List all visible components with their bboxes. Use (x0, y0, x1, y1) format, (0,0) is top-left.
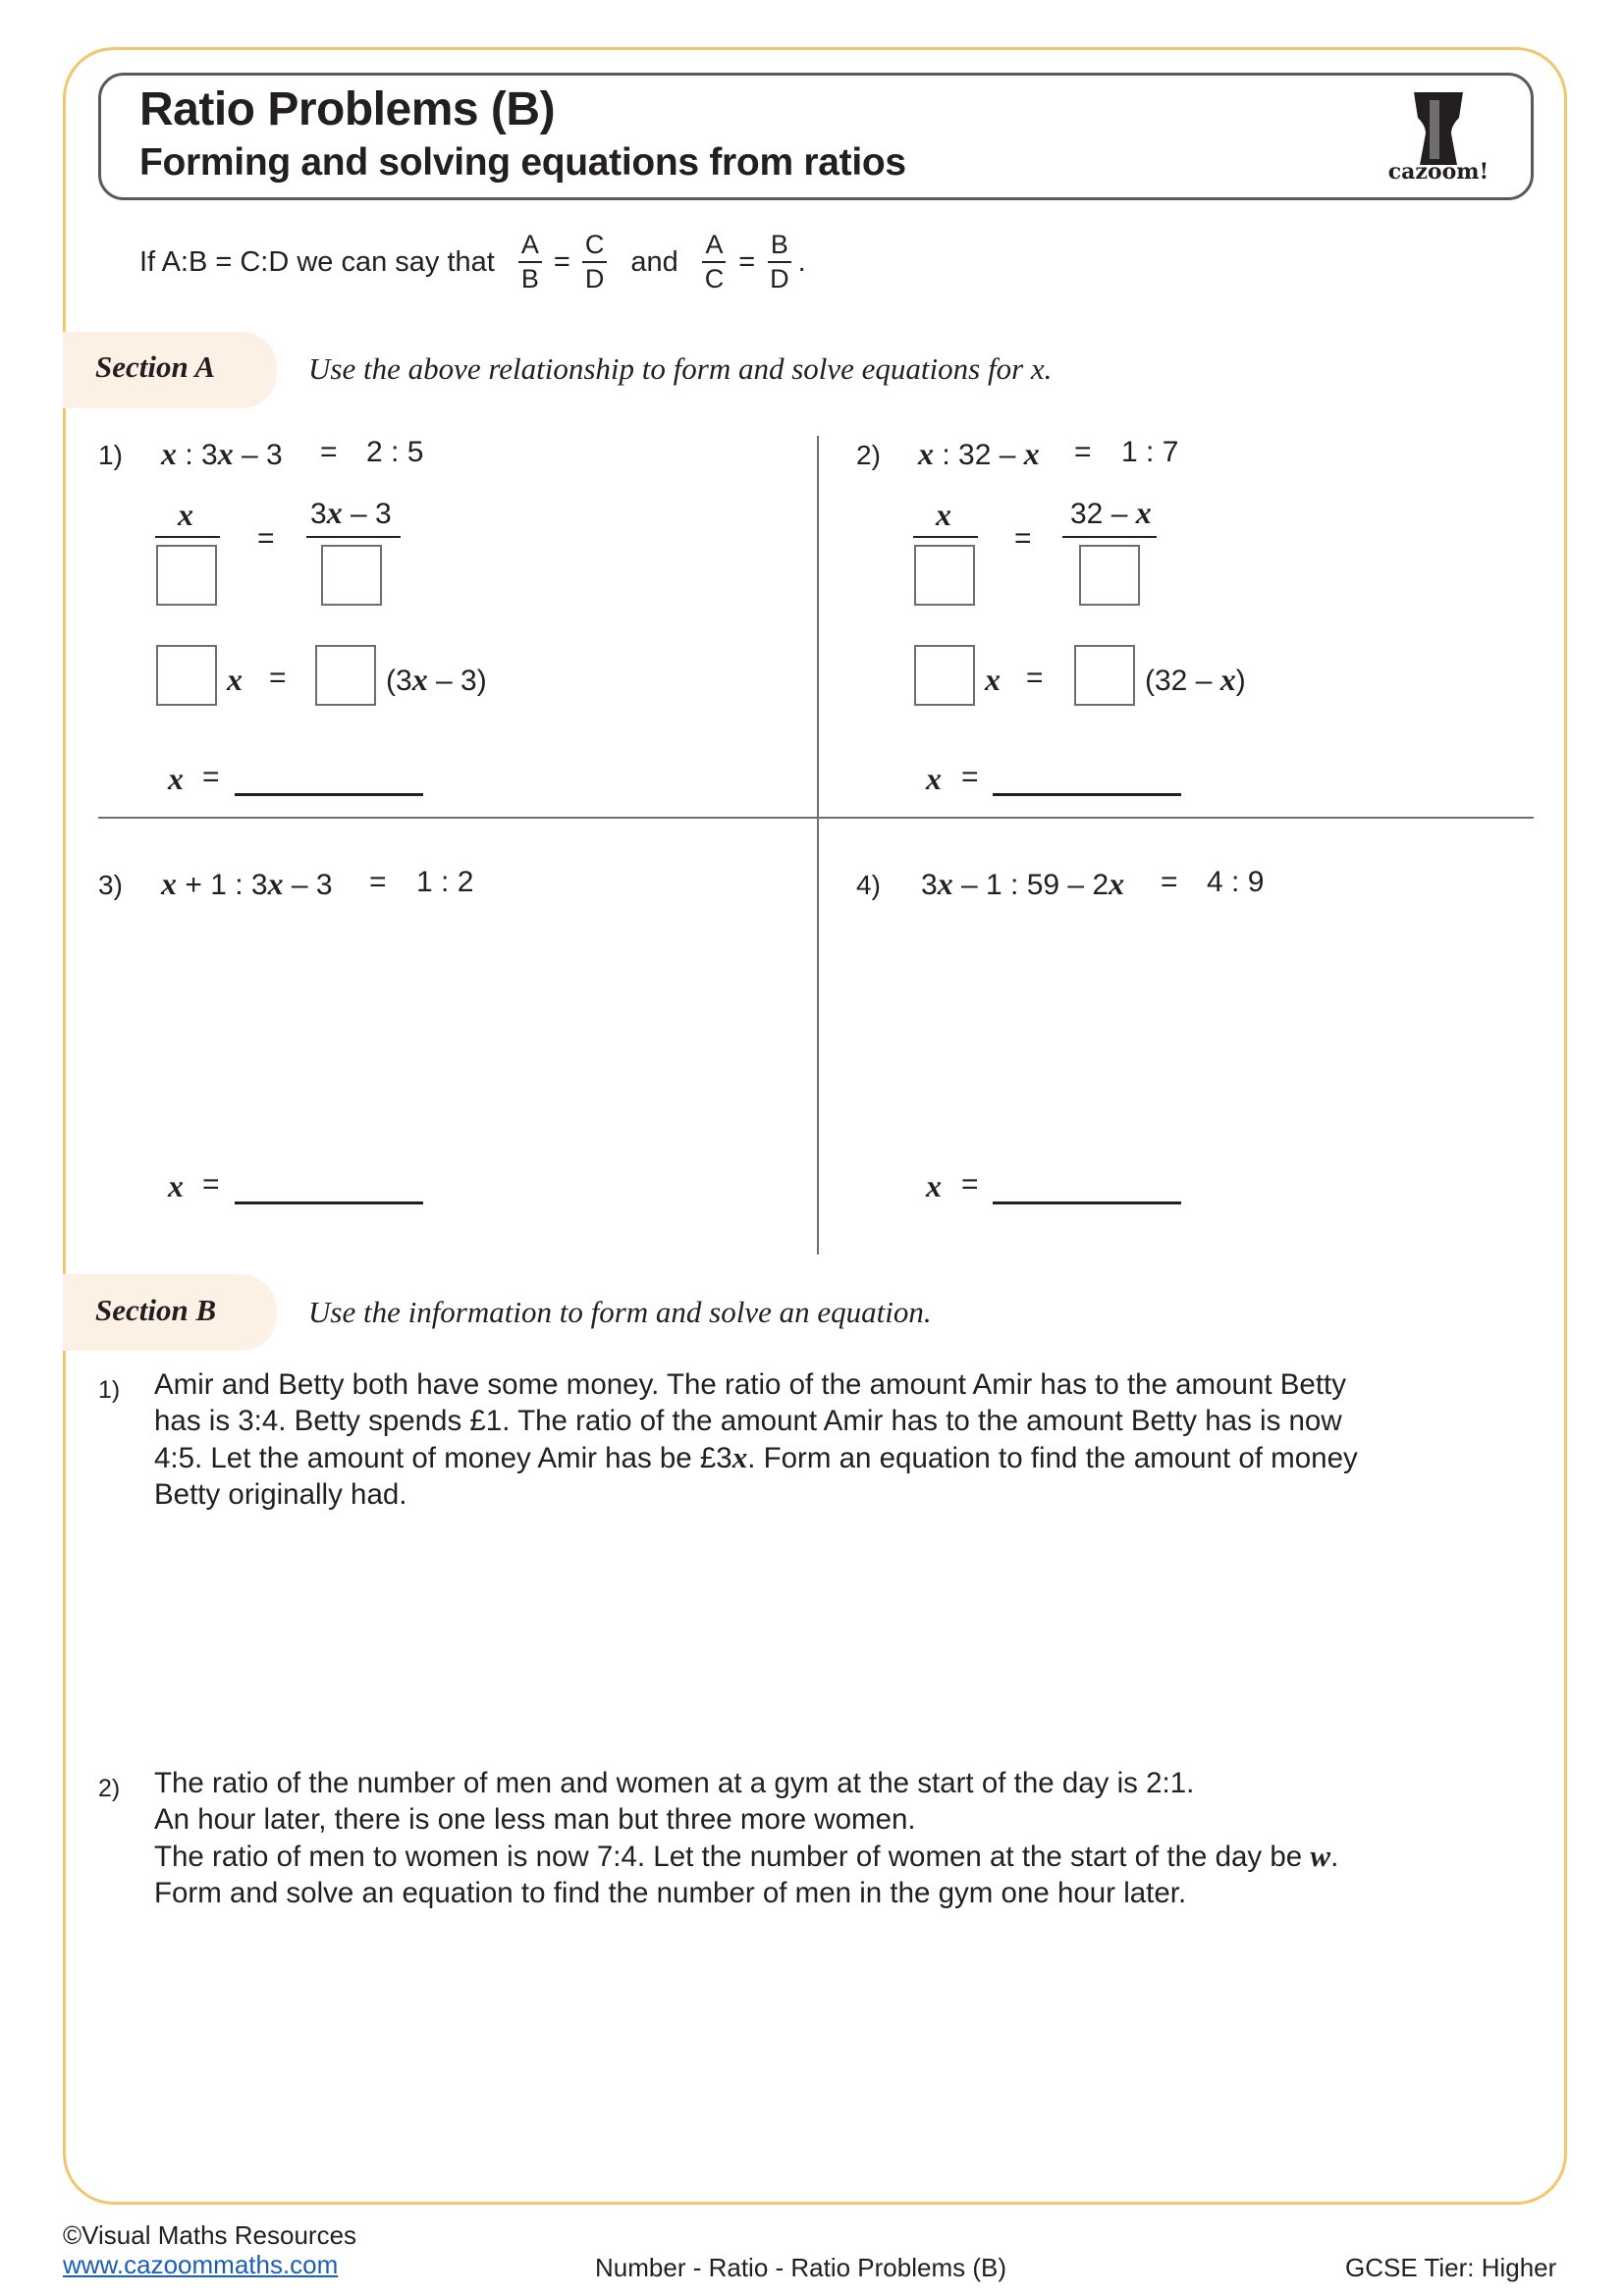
section-b-label: Section B (95, 1293, 217, 1327)
footer-topic: Number - Ratio - Ratio Problems (B) (595, 2253, 1006, 2282)
question-a1-number: 1) (98, 440, 123, 470)
question-a1-frac-right-line (306, 536, 401, 538)
question-a4-answer-equals: = (961, 1168, 979, 1201)
intro-lead: If A:B = C:D we can say that (139, 245, 495, 278)
question-a1-frac-left-denominator-box[interactable] (156, 545, 217, 606)
question-a1-equals: = (320, 436, 338, 468)
question-a4-number: 4) (856, 870, 881, 900)
question-a2-frac-right-numerator: 32 – x (1070, 495, 1152, 530)
question-a4-answer-line[interactable] (993, 1201, 1181, 1204)
question-a1-frac-equals: = (257, 522, 275, 555)
question-b1-text: Amir and Betty both have some money. The ratio of the amount Amir has to the amount Betty has is 3:4. Betty spends £1. The ratio of the amount Amir has to the amount Betty has is now 4:5. Let the amount of money Amir has be £3x. Form an equation to find the amount of money Betty originally had. (154, 1368, 1358, 1511)
question-a2-ratio: 1 : 7 (1121, 436, 1179, 468)
question-a2-step2-left-box[interactable] (914, 645, 975, 706)
question-a4-ratio-expression: 3x – 1 : 59 – 2x (921, 866, 1125, 901)
question-a1-step2-right-box[interactable] (315, 645, 376, 706)
footer-tier: GCSE Tier: Higher (1345, 2253, 1557, 2282)
fraction-b-over-d: $\frac{B}{D}$ (767, 232, 792, 293)
question-a3-answer-equals: = (202, 1168, 220, 1201)
question-b1-number: 1) (98, 1376, 121, 1404)
page-title: Ratio Problems (B) (139, 83, 556, 135)
question-a2-frac-left-numerator: x (936, 497, 951, 532)
question-a3-equals: = (369, 866, 387, 898)
question-a2-frac-left-line (913, 536, 978, 538)
question-a2-step2-var: x (985, 662, 1001, 697)
question-a2-number: 2) (856, 440, 881, 470)
section-b-instruction: Use the information to form and solve an equation. (308, 1295, 932, 1329)
question-a3-ratio-expression: x + 1 : 3x – 3 (161, 866, 333, 901)
fraction-a-over-c: $\frac{A}{C}$ (702, 232, 728, 293)
question-a1-frac-left-numerator: x (178, 497, 193, 532)
question-a1-answer-equals: = (202, 761, 220, 793)
question-a1-step2-var: x (227, 662, 243, 697)
question-a1-answer-var: x (168, 761, 184, 796)
question-b2-text: The ratio of the number of men and women at a gym at the start of the day is 2:1. An hour later, there is one less man but three more women. The ratio of men to women is now 7:4. Let the number of women at the start of the day be w. Form and solve an equation to find the number of men in the gym one hour later. (154, 1767, 1339, 1909)
footer-copyright: ©Visual Maths Resources (63, 2220, 357, 2250)
question-a3-answer-line[interactable] (235, 1201, 423, 1204)
section-a-label: Section A (95, 349, 216, 384)
question-b2-number: 2) (98, 1775, 121, 1802)
question-a2-step2-equals: = (1026, 662, 1044, 694)
fraction-c-over-d: $\frac{C}{D}$ (582, 232, 608, 293)
question-a2-frac-right-line (1062, 536, 1157, 538)
question-a1-answer-line[interactable] (235, 793, 423, 796)
question-a2-ratio-expression: x : 32 – x (918, 436, 1040, 471)
question-a4-answer-var: x (926, 1168, 942, 1203)
question-a1-step2-left-box[interactable] (156, 645, 217, 706)
question-a1-frac-left-line (155, 536, 220, 538)
page-subtitle: Forming and solving equations from ratios (139, 141, 906, 184)
question-a1-step2-bracket: (3x – 3) (386, 662, 487, 697)
question-a4-equals: = (1161, 866, 1178, 898)
section-a-instruction: Use the above relationship to form and solve equations for x. (308, 351, 1053, 386)
question-a2-frac-equals: = (1014, 522, 1032, 555)
question-a2-frac-left-denominator-box[interactable] (914, 545, 975, 606)
question-a3-answer-var: x (168, 1168, 184, 1203)
question-a1-ratio-expression: x : 3x – 3 (161, 436, 283, 471)
grid-divider-horizontal (98, 817, 1534, 819)
footer-website[interactable] (63, 2250, 338, 2280)
question-a1-step2-equals: = (269, 662, 287, 694)
question-a1-ratio: 2 : 5 (366, 436, 424, 468)
question-a2-step2-right-box[interactable] (1074, 645, 1135, 706)
question-a4-ratio: 4 : 9 (1207, 866, 1265, 898)
question-a3-number: 3) (98, 870, 123, 900)
question-a1-frac-right-denominator-box[interactable] (321, 545, 382, 606)
question-a2-answer-equals: = (961, 761, 979, 793)
logo-text: cazoom! (1387, 159, 1489, 185)
question-a2-answer-var: x (926, 761, 942, 796)
question-a1-frac-right-numerator: 3x – 3 (310, 495, 392, 530)
question-a2-step2-bracket: (32 – x) (1145, 662, 1246, 697)
grid-divider-vertical (817, 436, 819, 1255)
intro-and: and (630, 245, 678, 278)
question-a2-answer-line[interactable] (993, 793, 1181, 796)
question-a3-ratio: 1 : 2 (416, 866, 474, 898)
question-a2-frac-right-denominator-box[interactable] (1079, 545, 1140, 606)
footer-website-link[interactable]: www.cazoommaths.com (63, 2250, 339, 2279)
question-a2-equals: = (1074, 436, 1092, 468)
fraction-a-over-b: $\frac{A}{B}$ (518, 232, 542, 293)
intro-relationship: If A:B = C:D we can say that $\frac{A}{B}$ = $\frac{C}{D}$ and $\frac{A}{C}$ = $\frac{B}{D}$ . (139, 230, 806, 294)
